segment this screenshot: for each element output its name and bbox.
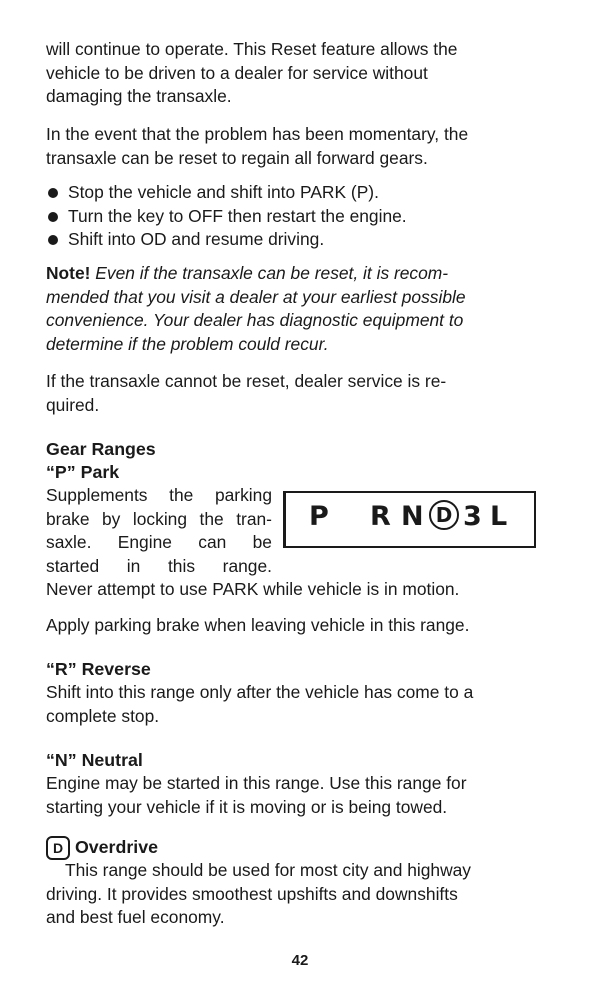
- heading-neutral: “N” Neutral: [46, 750, 143, 770]
- park-description: [46, 484, 272, 578]
- list-item: Shift into OD and resume driving.: [46, 228, 540, 252]
- text-line: brake by locking the tran-: [46, 508, 272, 529]
- gear-overdrive-circled: D: [429, 500, 459, 530]
- text-line: started in this range.: [46, 555, 272, 576]
- overdrive-badge-icon: D: [46, 836, 70, 860]
- heading-reverse: “R” Reverse: [46, 659, 151, 679]
- heading-overdrive: D Overdrive: [46, 836, 158, 860]
- text-line: saxle. Engine can be: [46, 532, 272, 552]
- paragraph-reset-feature: will continue to operate. This Reset feature allows the vehicle to be driven to a dealer for service without damaging the transaxle.: [46, 39, 458, 106]
- park-warning-line: Never attempt to use PARK while vehicle is in motion.: [46, 579, 460, 599]
- bullet-icon: [48, 188, 58, 198]
- gear-selector-diagram: [283, 491, 535, 548]
- section-title-gear-ranges: Gear Ranges: [46, 439, 156, 459]
- reset-steps-list: [46, 181, 540, 252]
- gear-p: P: [309, 501, 329, 532]
- gear-r: R: [370, 501, 391, 532]
- bullet-icon: [48, 235, 58, 245]
- list-item: Stop the vehicle and shift into PARK (P).: [46, 181, 540, 205]
- list-item: Turn the key to OFF then restart the engine.: [46, 205, 540, 229]
- overdrive-description: This range should be used for most city and highway driving. It provides smoothest upshifts and downshifts and best fuel economy.: [46, 860, 472, 927]
- page-number: 42: [291, 952, 309, 969]
- bullet-icon: [48, 212, 58, 222]
- neutral-description: Engine may be started in this range. Use this range for starting your vehicle if it is moving or is being towed.: [46, 773, 467, 817]
- park-brake-line: Apply parking brake when leaving vehicle in this range.: [46, 615, 470, 635]
- gear-letters: [283, 501, 535, 537]
- gear-3: 3: [463, 501, 482, 532]
- note-label: Note!: [46, 263, 91, 283]
- gear-l: L: [490, 501, 508, 532]
- heading-park: “P” Park: [46, 462, 120, 482]
- reverse-description: Shift into this range only after the vehicle has come to a complete stop.: [46, 682, 474, 726]
- paragraph-momentary-problem: In the event that the problem has been momentary, the transaxle can be reset to regain all forward gears.: [46, 124, 469, 168]
- text-line: Supplements the parking: [46, 485, 272, 505]
- paragraph-dealer-service: If the transaxle cannot be reset, dealer service is re- quired.: [46, 371, 447, 415]
- gear-n: N: [401, 501, 424, 532]
- note-block: Note! Even if the transaxle can be reset, it is recom- mended that you visit a dealer at your earliest possible convenience. Your dealer has diagnostic equipment to determine if the problem could recur.: [46, 263, 466, 354]
